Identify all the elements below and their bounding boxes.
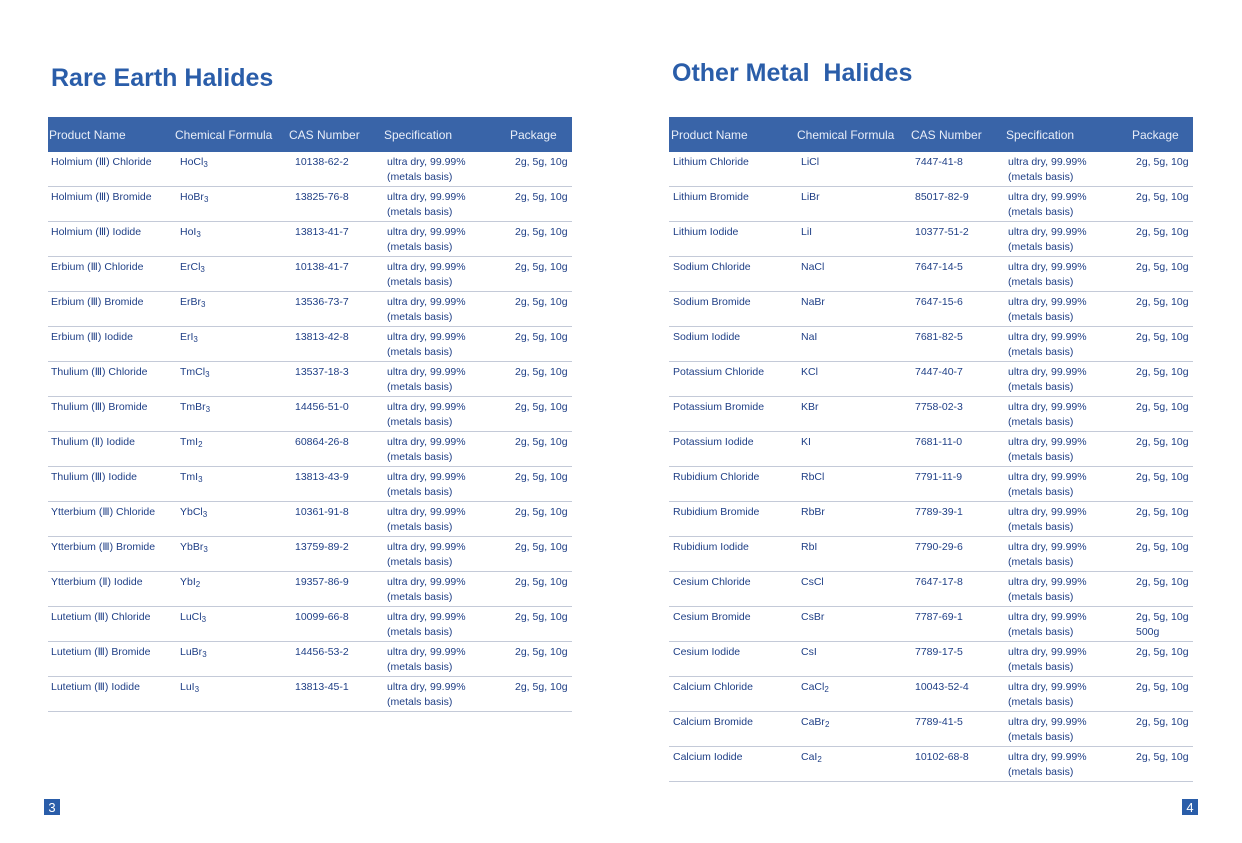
specification: ultra dry, 99.99% (metals basis) <box>1008 646 1087 673</box>
package: 2g, 5g, 10g <box>515 681 568 693</box>
cas-number: 13825-76-8 <box>295 191 349 203</box>
product-name: Lutetium (Ⅲ) Iodide <box>51 681 140 693</box>
formula-base: CsBr <box>801 611 825 623</box>
package: 2g, 5g, 10g <box>515 366 568 378</box>
specification: ultra dry, 99.99% (metals basis) <box>387 471 466 498</box>
specification: ultra dry, 99.99% (metals basis) <box>1008 716 1087 743</box>
page-number-left: 3 <box>44 799 60 815</box>
package: 2g, 5g, 10g <box>1136 366 1189 378</box>
formula-subscript: 3 <box>202 650 207 659</box>
header-package: Package <box>510 128 557 142</box>
header-specification: Specification <box>384 128 453 142</box>
product-name: Rubidium Chloride <box>673 471 760 483</box>
formula-subscript: 3 <box>193 335 198 344</box>
chemical-formula <box>180 470 203 487</box>
page-number-right: 4 <box>1182 799 1198 815</box>
package: 2g, 5g, 10g 500g <box>1136 611 1189 638</box>
table-row <box>48 362 572 397</box>
package: 2g, 5g, 10g <box>515 191 568 203</box>
product-name: Calcium Bromide <box>673 716 753 728</box>
table-row <box>669 362 1193 397</box>
package: 2g, 5g, 10g <box>515 611 568 623</box>
cas-number: 10138-62-2 <box>295 156 349 168</box>
product-name: Potassium Bromide <box>673 401 765 413</box>
table-row <box>669 222 1193 257</box>
product-name: Ytterbium (Ⅲ) Chloride <box>51 506 156 518</box>
cas-number: 13813-45-1 <box>295 681 349 693</box>
package: 2g, 5g, 10g <box>515 506 568 518</box>
package: 2g, 5g, 10g <box>1136 296 1189 308</box>
specification: ultra dry, 99.99% (metals basis) <box>1008 541 1087 568</box>
specification: ultra dry, 99.99% (metals basis) <box>1008 191 1087 218</box>
formula-subscript: 3 <box>205 405 211 414</box>
specification: ultra dry, 99.99% (metals basis) <box>387 541 466 568</box>
product-name: Sodium Chloride <box>673 261 751 273</box>
cas-number: 7789-41-5 <box>915 716 963 728</box>
cas-number: 7647-17-8 <box>915 576 963 588</box>
formula-base: ErI <box>180 331 194 343</box>
header-cas-number: CAS Number <box>289 128 360 142</box>
package: 2g, 5g, 10g <box>1136 541 1189 553</box>
product-name: Ytterbium (Ⅲ) Bromide <box>51 541 156 553</box>
formula-base: HoCl <box>180 156 204 168</box>
product-name: Lithium Chloride <box>673 156 749 168</box>
table-row <box>669 327 1193 362</box>
product-name: Lithium Iodide <box>673 226 739 238</box>
specification: ultra dry, 99.99% (metals basis) <box>1008 471 1087 498</box>
table-row <box>669 257 1193 292</box>
chemical-formula <box>801 435 811 452</box>
chemical-formula <box>801 330 817 347</box>
table-row <box>669 502 1193 537</box>
package: 2g, 5g, 10g <box>1136 436 1189 448</box>
cas-number: 10138-41-7 <box>295 261 349 273</box>
formula-base: ErBr <box>180 296 201 308</box>
formula-base: NaCl <box>801 261 825 273</box>
cas-number: 13537-18-3 <box>295 366 349 378</box>
product-name: Erbium (Ⅲ) Iodide <box>51 331 133 343</box>
formula-base: HoBr <box>180 191 204 203</box>
formula-subscript: 3 <box>202 510 208 519</box>
chemical-formula <box>801 365 818 382</box>
cas-number: 10361-91-8 <box>295 506 349 518</box>
chemical-formula <box>801 610 824 627</box>
chemical-formula <box>180 645 207 662</box>
cas-number: 7447-41-8 <box>915 156 963 168</box>
chemical-formula <box>180 260 205 277</box>
product-name: Cesium Bromide <box>673 611 751 623</box>
formula-base: KCl <box>801 366 818 378</box>
formula-subscript: 3 <box>198 475 203 484</box>
formula-base: YbCl <box>180 506 203 518</box>
cas-number: 85017-82-9 <box>915 191 969 203</box>
specification: ultra dry, 99.99% (metals basis) <box>387 331 466 358</box>
chemical-formula <box>180 610 206 627</box>
product-name: Thulium (Ⅱ) Iodide <box>51 436 135 448</box>
cas-number: 14456-53-2 <box>295 646 349 658</box>
cas-number: 7787-69-1 <box>915 611 963 623</box>
cas-number: 10099-66-8 <box>295 611 349 623</box>
table-row <box>48 152 572 187</box>
cas-number: 10102-68-8 <box>915 751 969 763</box>
specification: ultra dry, 99.99% (metals basis) <box>387 156 466 183</box>
formula-subscript: 3 <box>194 685 200 694</box>
specification: ultra dry, 99.99% (metals basis) <box>1008 751 1087 778</box>
package: 2g, 5g, 10g <box>1136 331 1189 343</box>
formula-base: LuCl <box>180 611 202 623</box>
formula-base: CsCl <box>801 576 824 588</box>
formula-base: LuBr <box>180 646 203 658</box>
chemical-formula <box>180 295 205 312</box>
formula-base: CaI <box>801 751 818 763</box>
table-row <box>48 257 572 292</box>
specification: ultra dry, 99.99% (metals basis) <box>387 506 466 533</box>
specification: ultra dry, 99.99% (metals basis) <box>387 646 466 673</box>
product-name: Thulium (Ⅲ) Iodide <box>51 471 138 483</box>
table-row <box>48 292 572 327</box>
package: 2g, 5g, 10g <box>1136 506 1189 518</box>
specification: ultra dry, 99.99% (metals basis) <box>387 191 466 218</box>
formula-base: RbBr <box>801 506 825 518</box>
package: 2g, 5g, 10g <box>515 261 568 273</box>
chemical-formula <box>180 400 210 417</box>
formula-base: YbI <box>180 576 196 588</box>
formula-base: LiBr <box>801 191 820 203</box>
table-row <box>669 607 1193 642</box>
specification: ultra dry, 99.99% (metals basis) <box>1008 226 1087 253</box>
specification: ultra dry, 99.99% (metals basis) <box>1008 681 1087 708</box>
cas-number: 7790-29-6 <box>915 541 963 553</box>
package: 2g, 5g, 10g <box>1136 576 1189 588</box>
chemical-formula <box>801 575 824 592</box>
package: 2g, 5g, 10g <box>1136 471 1189 483</box>
product-name: Thulium (Ⅲ) Bromide <box>51 401 148 413</box>
cas-number: 10377-51-2 <box>915 226 969 238</box>
page-title-right: Other Metal Halides <box>672 59 913 87</box>
chemical-formula <box>801 225 812 242</box>
product-name: Lutetium (Ⅲ) Chloride <box>51 611 151 623</box>
specification: ultra dry, 99.99% (metals basis) <box>387 401 466 428</box>
cas-number: 14456-51-0 <box>295 401 349 413</box>
chemical-formula <box>180 680 199 697</box>
table-row <box>48 222 572 257</box>
formula-base: ErCl <box>180 261 201 273</box>
product-name: Sodium Iodide <box>673 331 741 343</box>
specification: ultra dry, 99.99% (metals basis) <box>1008 436 1087 463</box>
product-name: Potassium Chloride <box>673 366 765 378</box>
formula-subscript: 3 <box>203 545 208 554</box>
product-name: Calcium Iodide <box>673 751 743 763</box>
formula-base: KBr <box>801 401 819 413</box>
formula-subscript: 3 <box>205 370 210 379</box>
formula-subscript: 3 <box>203 195 209 204</box>
cas-number: 10043-52-4 <box>915 681 969 693</box>
cas-number: 13813-43-9 <box>295 471 349 483</box>
formula-base: TmBr <box>180 401 206 413</box>
specification: ultra dry, 99.99% (metals basis) <box>387 681 466 708</box>
specification: ultra dry, 99.99% (metals basis) <box>387 576 466 603</box>
formula-subscript: 2 <box>817 755 822 764</box>
product-name: Rubidium Bromide <box>673 506 760 518</box>
table-row <box>669 572 1193 607</box>
product-name: Holmium (Ⅲ) Bromide <box>51 191 152 203</box>
cas-number: 7681-82-5 <box>915 331 963 343</box>
chemical-formula <box>801 470 824 487</box>
formula-subscript: 3 <box>203 160 208 169</box>
table-row <box>669 292 1193 327</box>
formula-base: TmI <box>180 471 199 483</box>
formula-subscript: 3 <box>200 265 205 274</box>
table-row <box>669 187 1193 222</box>
package: 2g, 5g, 10g <box>515 471 568 483</box>
formula-base: LiI <box>801 226 813 238</box>
cas-number: 60864-26-8 <box>295 436 349 448</box>
table-header <box>48 117 572 152</box>
package: 2g, 5g, 10g <box>515 296 568 308</box>
chemical-formula <box>801 155 819 172</box>
package: 2g, 5g, 10g <box>1136 401 1189 413</box>
specification: ultra dry, 99.99% (metals basis) <box>1008 401 1087 428</box>
chemical-formula <box>801 190 820 207</box>
formula-base: YbBr <box>180 541 204 553</box>
cas-number: 19357-86-9 <box>295 576 349 588</box>
table-row <box>48 607 572 642</box>
table-row <box>669 467 1193 502</box>
package: 2g, 5g, 10g <box>1136 716 1189 728</box>
table-row <box>48 327 572 362</box>
specification: ultra dry, 99.99% (metals basis) <box>1008 261 1087 288</box>
rare-earth-halides-table <box>48 117 572 712</box>
formula-base: TmI <box>180 436 199 448</box>
formula-subscript: 3 <box>201 300 206 309</box>
product-name: Rubidium Iodide <box>673 541 749 553</box>
package: 2g, 5g, 10g <box>1136 156 1189 168</box>
formula-subscript: 2 <box>824 685 829 694</box>
product-name: Lithium Bromide <box>673 191 749 203</box>
chemical-formula <box>180 330 198 347</box>
header-chemical-formula: Chemical Formula <box>175 128 273 142</box>
product-name: Potassium Iodide <box>673 436 754 448</box>
table-row <box>48 537 572 572</box>
formula-base: NaI <box>801 331 818 343</box>
table-header <box>669 117 1193 152</box>
header-package: Package <box>1132 128 1179 142</box>
chemical-formula <box>180 435 203 452</box>
chemical-formula <box>801 750 822 767</box>
cas-number: 7447-40-7 <box>915 366 963 378</box>
formula-base: TmCl <box>180 366 206 378</box>
table-row <box>669 152 1193 187</box>
formula-base: CaBr <box>801 716 825 728</box>
chemical-formula <box>801 505 825 522</box>
table-row <box>48 642 572 677</box>
product-name: Lutetium (Ⅲ) Bromide <box>51 646 151 658</box>
package: 2g, 5g, 10g <box>515 331 568 343</box>
specification: ultra dry, 99.99% (metals basis) <box>1008 331 1087 358</box>
table-row <box>48 432 572 467</box>
table-row <box>669 432 1193 467</box>
package: 2g, 5g, 10g <box>515 401 568 413</box>
package: 2g, 5g, 10g <box>515 541 568 553</box>
package: 2g, 5g, 10g <box>1136 646 1189 658</box>
specification: ultra dry, 99.99% (metals basis) <box>387 436 466 463</box>
specification: ultra dry, 99.99% (metals basis) <box>387 261 466 288</box>
product-name: Holmium (Ⅲ) Chloride <box>51 156 152 168</box>
cas-number: 13813-41-7 <box>295 226 349 238</box>
product-name: Erbium (Ⅲ) Bromide <box>51 296 144 308</box>
table-row <box>48 187 572 222</box>
formula-base: RbCl <box>801 471 825 483</box>
table-row <box>669 747 1193 782</box>
formula-base: RbI <box>801 541 818 553</box>
specification: ultra dry, 99.99% (metals basis) <box>1008 611 1087 638</box>
specification: ultra dry, 99.99% (metals basis) <box>1008 296 1087 323</box>
specification: ultra dry, 99.99% (metals basis) <box>387 296 466 323</box>
product-name: Cesium Chloride <box>673 576 751 588</box>
package: 2g, 5g, 10g <box>515 576 568 588</box>
specification: ultra dry, 99.99% (metals basis) <box>1008 366 1087 393</box>
chemical-formula <box>180 225 201 242</box>
package: 2g, 5g, 10g <box>1136 681 1189 693</box>
formula-subscript: 2 <box>198 440 203 449</box>
table-row <box>669 537 1193 572</box>
formula-base: LiCl <box>801 156 820 168</box>
product-name: Thulium (Ⅲ) Chloride <box>51 366 148 378</box>
formula-base: KI <box>801 436 811 448</box>
header-product-name: Product Name <box>671 128 748 142</box>
table-row <box>48 467 572 502</box>
package: 2g, 5g, 10g <box>1136 226 1189 238</box>
table-row <box>669 397 1193 432</box>
package: 2g, 5g, 10g <box>515 156 568 168</box>
package: 2g, 5g, 10g <box>515 436 568 448</box>
specification: ultra dry, 99.99% (metals basis) <box>387 611 466 638</box>
chemical-formula <box>180 540 208 557</box>
package: 2g, 5g, 10g <box>1136 191 1189 203</box>
table-row <box>48 572 572 607</box>
product-name: Cesium Iodide <box>673 646 741 658</box>
table-row <box>669 642 1193 677</box>
formula-base: LuI <box>180 681 195 693</box>
cas-number: 7791-11-9 <box>915 471 963 483</box>
formula-base: HoI <box>180 226 197 238</box>
table-row <box>48 677 572 712</box>
chemical-formula <box>801 540 817 557</box>
formula-subscript: 2 <box>195 580 201 589</box>
header-chemical-formula: Chemical Formula <box>797 128 895 142</box>
header-cas-number: CAS Number <box>911 128 982 142</box>
specification: ultra dry, 99.99% (metals basis) <box>387 366 466 393</box>
cas-number: 7647-15-6 <box>915 296 963 308</box>
cas-number: 13813-42-8 <box>295 331 349 343</box>
chemical-formula <box>180 505 207 522</box>
chemical-formula <box>180 575 200 592</box>
other-metal-halides-table <box>669 117 1193 782</box>
cas-number: 7789-39-1 <box>915 506 963 518</box>
package: 2g, 5g, 10g <box>515 226 568 238</box>
cas-number: 7789-17-5 <box>915 646 963 658</box>
chemical-formula <box>801 715 829 732</box>
specification: ultra dry, 99.99% (metals basis) <box>1008 156 1087 183</box>
chemical-formula <box>801 680 829 697</box>
package: 2g, 5g, 10g <box>1136 261 1189 273</box>
package: 2g, 5g, 10g <box>515 646 568 658</box>
specification: ultra dry, 99.99% (metals basis) <box>387 226 466 253</box>
table-row <box>669 677 1193 712</box>
specification: ultra dry, 99.99% (metals basis) <box>1008 506 1087 533</box>
chemical-formula <box>180 190 208 207</box>
product-name: Holmium (Ⅲ) Iodide <box>51 226 142 238</box>
formula-subscript: 3 <box>196 230 201 239</box>
formula-base: CaCl <box>801 681 825 693</box>
table-row <box>48 502 572 537</box>
formula-subscript: 2 <box>824 720 830 729</box>
cas-number: 13536-73-7 <box>295 296 349 308</box>
specification: ultra dry, 99.99% (metals basis) <box>1008 576 1087 603</box>
header-product-name: Product Name <box>49 128 126 142</box>
product-name: Erbium (Ⅲ) Chloride <box>51 261 144 273</box>
chemical-formula <box>801 400 819 417</box>
formula-base: CsI <box>801 646 817 658</box>
cas-number: 7647-14-5 <box>915 261 963 273</box>
chemical-formula <box>180 155 208 172</box>
header-specification: Specification <box>1006 128 1075 142</box>
chemical-formula <box>801 260 824 277</box>
product-name: Sodium Bromide <box>673 296 751 308</box>
package: 2g, 5g, 10g <box>1136 751 1189 763</box>
formula-subscript: 3 <box>201 615 207 624</box>
cas-number: 13759-89-2 <box>295 541 349 553</box>
page-title-left: Rare Earth Halides <box>51 64 274 92</box>
chemical-formula <box>801 295 825 312</box>
chemical-formula <box>180 365 210 382</box>
cas-number: 7681-11-0 <box>915 436 963 448</box>
table-row <box>48 397 572 432</box>
cas-number: 7758-02-3 <box>915 401 963 413</box>
product-name: Calcium Chloride <box>673 681 753 693</box>
table-row <box>669 712 1193 747</box>
product-name: Ytterbium (Ⅱ) Iodide <box>51 576 143 588</box>
formula-base: NaBr <box>801 296 825 308</box>
chemical-formula <box>801 645 817 662</box>
